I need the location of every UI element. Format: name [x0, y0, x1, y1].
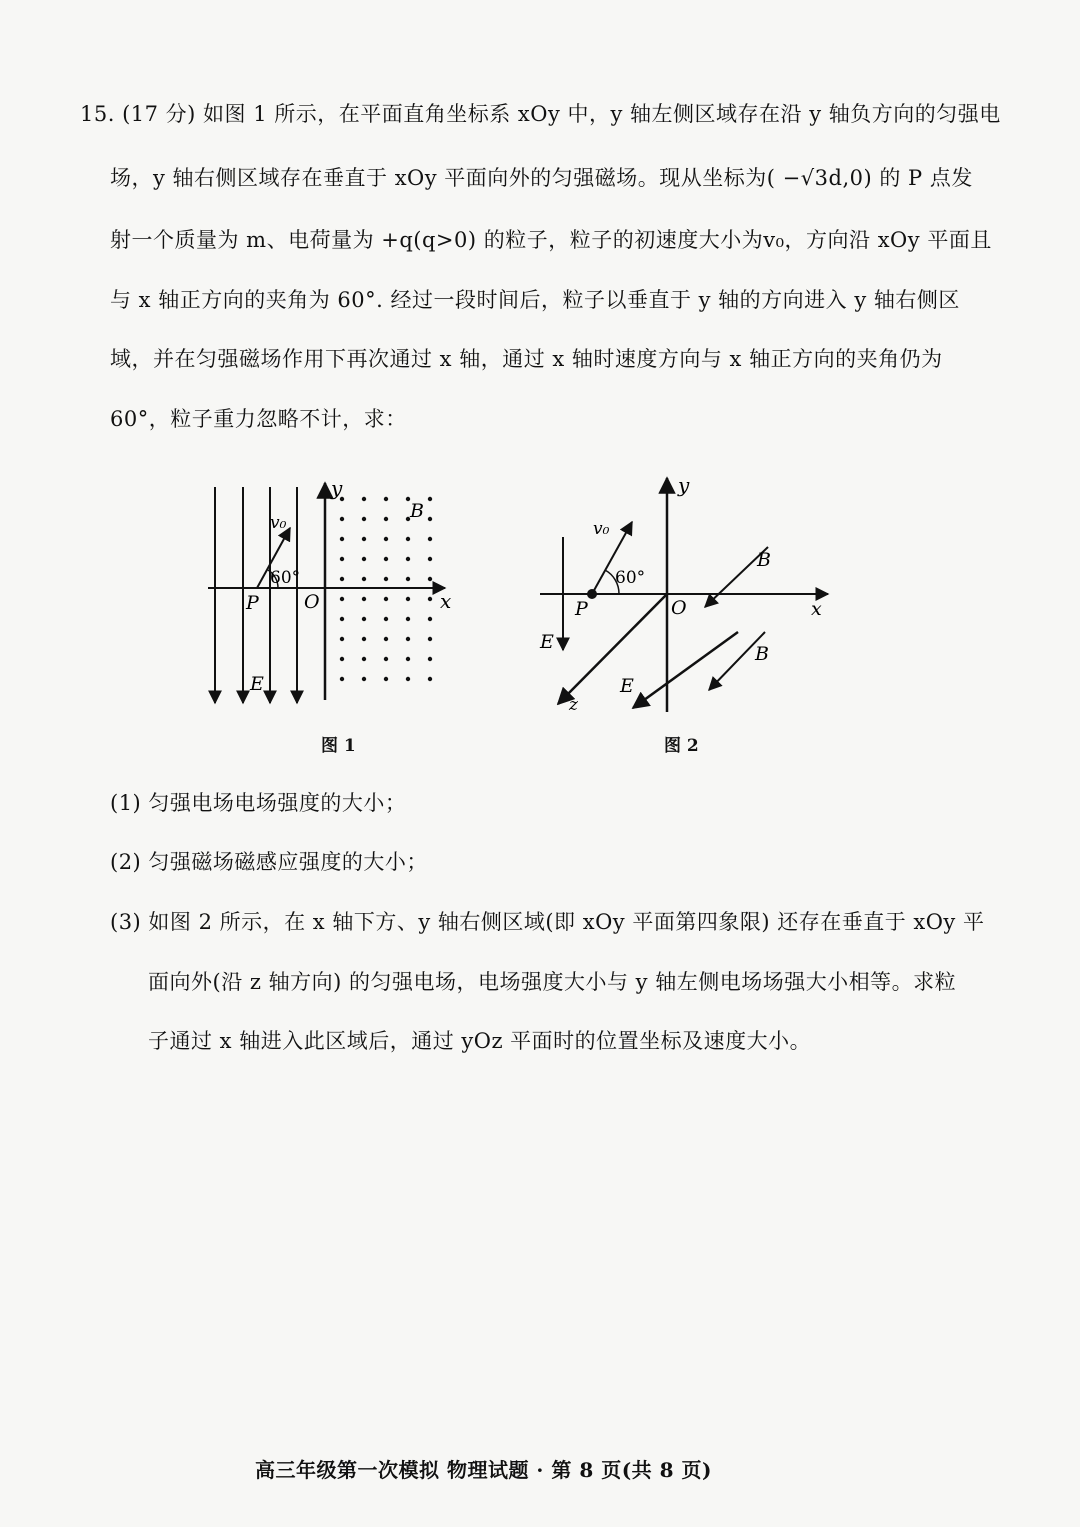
field-dot — [362, 617, 366, 621]
field-dot — [428, 557, 432, 561]
label-angle: 60° — [270, 568, 301, 588]
field-dot — [406, 577, 410, 581]
field-dot — [362, 497, 366, 501]
field-dot — [406, 677, 410, 681]
label-O: O — [304, 591, 320, 613]
subquestion-3-line-1: (3) 如图 2 所示，在 x 轴下方、y 轴右侧区域(即 xOy 平面第四象限) 还存在垂直于 xOy 平 — [110, 910, 985, 934]
label-y: y — [678, 473, 690, 497]
field-dot — [384, 617, 388, 621]
field-dot — [428, 537, 432, 541]
field-dot — [406, 537, 410, 541]
figure-2 — [535, 472, 835, 717]
field-dot — [384, 517, 388, 521]
figure-1 — [200, 475, 480, 715]
subquestion-3-line-2: 面向外(沿 z 轴方向) 的匀强电场，电场强度大小与 y 轴左侧电场场强大小相等。求粒 — [148, 970, 957, 994]
field-dot — [428, 517, 432, 521]
field-dot — [362, 557, 366, 561]
subquestion-2: (2) 匀强磁场磁感应强度的大小； — [110, 850, 428, 874]
label-v0: v₀ — [593, 519, 610, 539]
field-dot — [362, 517, 366, 521]
label-P: P — [575, 598, 588, 620]
field-dot — [340, 677, 344, 681]
label-z: z — [569, 695, 578, 715]
field-dot — [384, 637, 388, 641]
field-dot — [362, 657, 366, 661]
question-line-3: 射一个质量为 m、电荷量为 +q(q>0) 的粒子，粒子的初速度大小为v₀，方向沿 xOy 平面且 — [110, 228, 992, 252]
field-dot — [384, 497, 388, 501]
field-dot — [428, 677, 432, 681]
field-dot — [340, 597, 344, 601]
label-x: x — [811, 598, 822, 620]
label-B-bottom: B — [755, 643, 769, 665]
field-dot — [428, 497, 432, 501]
field-dot — [362, 637, 366, 641]
label-y: y — [331, 476, 343, 500]
question-line-1: 15. (17 分) 如图 1 所示，在平面直角坐标系 xOy 中，y 轴左侧区域存在沿 y 轴负方向的匀强电 — [80, 102, 1001, 126]
field-dot — [384, 537, 388, 541]
question-line-6: 60°，粒子重力忽略不计，求： — [110, 407, 407, 431]
question-line-2: 场，y 轴右侧区域存在垂直于 xOy 平面向外的匀强磁场。现从坐标为( −√3d,0) 的 P 点发 — [110, 166, 973, 190]
field-dot — [406, 597, 410, 601]
label-E: E — [250, 673, 264, 695]
field-dot — [428, 637, 432, 641]
field-dot — [362, 537, 366, 541]
label-x: x — [440, 589, 452, 613]
page-footer: 高三年级第一次模拟 物理试题 · 第 8 页(共 8 页) — [255, 1458, 712, 1482]
label-B-top: B — [757, 549, 771, 571]
field-dot — [406, 637, 410, 641]
field-dot — [340, 617, 344, 621]
field-dot — [428, 657, 432, 661]
field-dot — [406, 557, 410, 561]
field-dot — [362, 677, 366, 681]
field-dot — [362, 597, 366, 601]
question-line-4: 与 x 轴正方向的夹角为 60°. 经过一段时间后，粒子以垂直于 y 轴的方向进入 y 轴右侧区 — [110, 288, 960, 312]
field-dot — [428, 597, 432, 601]
field-dot — [340, 657, 344, 661]
label-B: B — [410, 500, 424, 522]
subquestion-3-line-3: 子通过 x 轴进入此区域后，通过 yOz 平面时的位置坐标及速度大小。 — [148, 1029, 812, 1053]
field-dot — [340, 537, 344, 541]
field-dot — [384, 577, 388, 581]
label-v0: v₀ — [270, 513, 287, 533]
label-P: P — [246, 592, 259, 614]
field-dot — [428, 617, 432, 621]
field-dot — [406, 617, 410, 621]
field-dot — [340, 637, 344, 641]
field-dot — [428, 577, 432, 581]
label-angle: 60° — [615, 568, 646, 588]
field-dot — [384, 597, 388, 601]
subquestion-1: (1) 匀强电场电场强度的大小； — [110, 791, 407, 815]
field-dot — [362, 577, 366, 581]
label-E-right: E — [620, 675, 634, 697]
figure-1-caption: 图 1 — [321, 736, 356, 756]
figure-2-caption: 图 2 — [664, 736, 699, 756]
label-E-left: E — [540, 631, 554, 653]
field-dot — [340, 557, 344, 561]
field-dot — [384, 557, 388, 561]
field-dot — [340, 577, 344, 581]
field-dot — [340, 517, 344, 521]
question-line-5: 域，并在匀强磁场作用下再次通过 x 轴，通过 x 轴时速度方向与 x 轴正方向的夹角仍为 — [110, 347, 943, 371]
field-dot — [384, 677, 388, 681]
field-dot — [384, 657, 388, 661]
field-dot — [406, 657, 410, 661]
electric-field-arrow-z — [633, 632, 738, 708]
label-O: O — [671, 597, 687, 619]
